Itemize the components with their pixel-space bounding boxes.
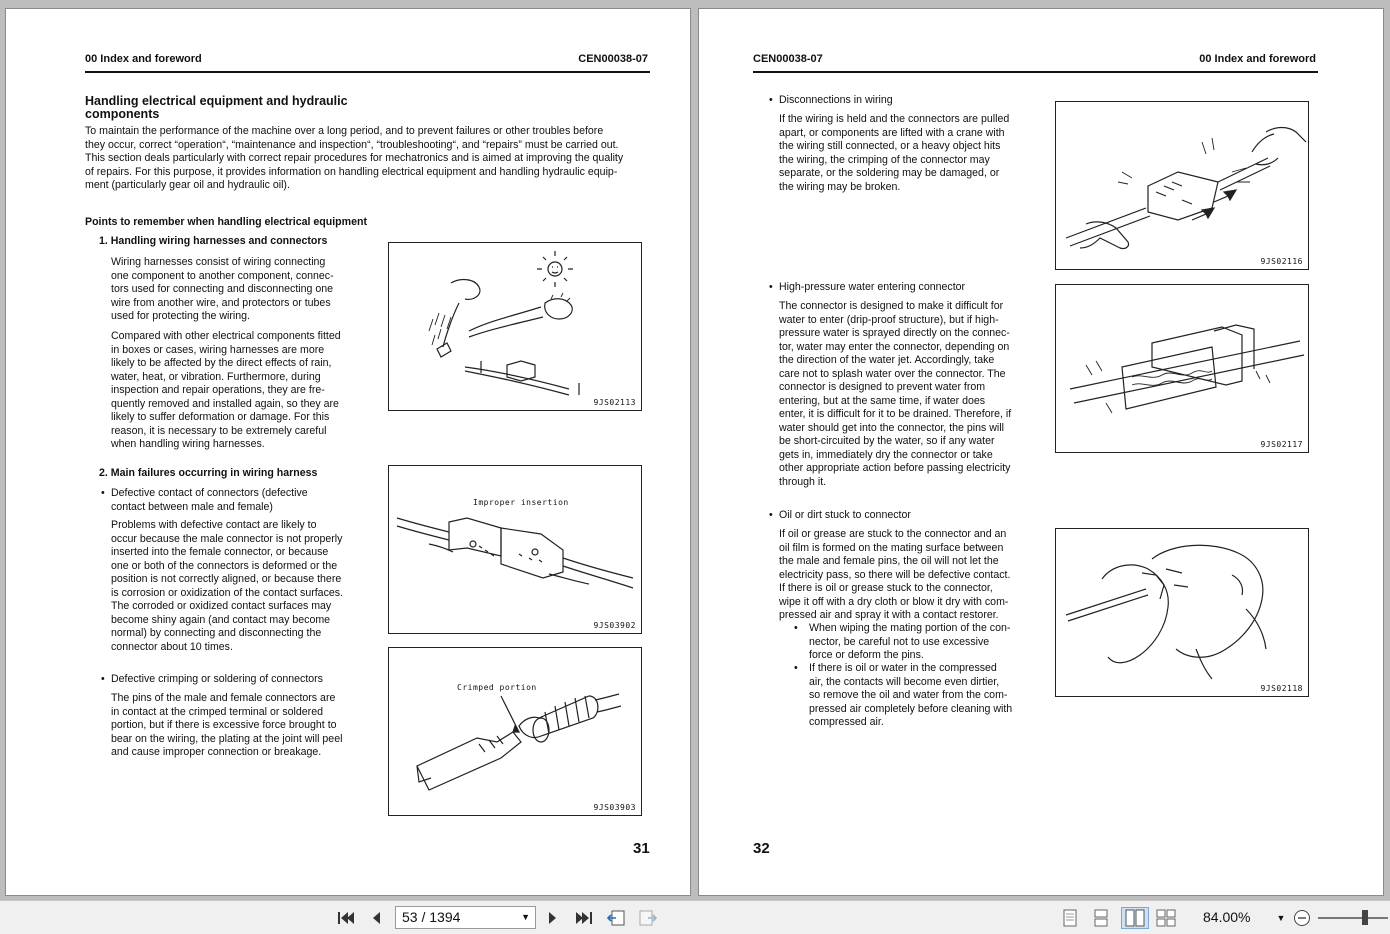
zoom-slider[interactable]: [1318, 917, 1388, 919]
zoom-dropdown-icon[interactable]: ▼: [1276, 913, 1286, 923]
previous-page-icon[interactable]: [365, 907, 387, 929]
defective-contact-paragraph: Problems with defective contact are likely to occur because the male connector is not properly inserted into the female connector, or because one or both of the connectors is deformed or the position is not correctly aligned, or because there is corrosion or oxidization of the contact surfaces. The corroded or oxidized contact surfaces may become shiny again (and contact may become normal) by connecting and disconnecting the connector about 10 times.: [111, 519, 343, 653]
item2-heading: 2. Main failures occurring in wiring harness: [99, 467, 318, 479]
zoom-out-icon[interactable]: [1291, 907, 1313, 929]
bullet-high-pressure-water: High-pressure water entering connector: [779, 281, 966, 293]
viewer-toolbar: [0, 900, 1390, 934]
go-forward-view-icon[interactable]: [637, 907, 659, 929]
bullet-dot: •: [769, 509, 773, 521]
page-number-value: 53 / 1394: [402, 909, 461, 925]
figure-code: 9JS02113: [593, 398, 636, 407]
figure-water-entering: [1055, 284, 1309, 453]
running-header-right: 00 Index and foreword: [1199, 53, 1316, 65]
header-rule: [85, 71, 650, 73]
section-title: Handling electrical equipment and hydraulic components: [85, 94, 348, 121]
bullet-dot: •: [101, 487, 105, 499]
item1-paragraph-1: Wiring harnesses consist of wiring connecting one component to another component, connec- tors used for connecting and disconnecting one wire from another wire, and protectors or tubes used for protecting the wiring.: [111, 256, 334, 322]
item1-paragraph-2: Compared with other electrical components fitted in boxes or cases, wiring harnesses are more likely to be affected by the direct effects of rain, water, heat, or vibration. Furthermore, during inspection and repair operations, they are fre- quently removed and installed again, so they are likely to suffer deformation or damage. For this reason, it is necessary to be extremely careful when handling wiring harnesses.: [111, 330, 341, 450]
figure-label: Improper insertion: [473, 498, 569, 507]
figure-code: 9JS02117: [1260, 440, 1303, 449]
page-32: [698, 8, 1384, 896]
bullet-dot: •: [769, 281, 773, 293]
page-31: [5, 8, 691, 896]
figure-wiping-connector: [1055, 528, 1309, 697]
page-number-field[interactable]: [395, 906, 536, 929]
figure-crimped-portion: [388, 647, 642, 816]
disconnections-paragraph: If the wiring is held and the connectors are pulled apart, or components are lifted with a crane with the wiring still connected, or a heavy object hits the wiring, the crimping of the connector may separate, or the soldering may be damaged, or the wiring may be broken.: [779, 113, 1010, 193]
zoom-slider-thumb[interactable]: [1362, 910, 1368, 925]
figure-pulling-connectors: [1055, 101, 1309, 270]
running-header-left: 00 Index and foreword: [85, 53, 202, 65]
bullet-oil-or-dirt: Oil or dirt stuck to connector: [779, 509, 911, 521]
two-page-continuous-view-icon[interactable]: [1155, 907, 1177, 929]
sub-bullet-dot: •: [794, 622, 798, 634]
figure-improper-insertion: [388, 465, 642, 634]
figure-code: 9JS02118: [1260, 684, 1303, 693]
figure-code: 9JS03902: [593, 621, 636, 630]
page-number: 31: [633, 840, 650, 857]
defective-crimping-paragraph: The pins of the male and female connectors are in contact at the crimped terminal or soldered portion, but if there is excessive force brought to bear on the wiring, the plating at the joint will peel and cause improper connection or breakage.: [111, 692, 343, 758]
bullet-defective-crimping: Defective crimping or soldering of connectors: [111, 673, 323, 685]
high-pressure-water-paragraph: The connector is designed to make it difficult for water to enter (drip-proof structure), but if high- pressure water is sprayed directly on the connec- tor, water may enter the connector, depending on the direction of the water jet. Accordingly, take care not to splash water over the connector. The connector is designed to prevent water from entering, but at the same time, if water does enter, it is difficult for it to be drained. Therefore, if water should get into the connector, the pins will be short-circuited by the water, so if any water gets in, immediately dry the connector or take other appropriate action before passing electricity through it.: [779, 300, 1012, 488]
page-number: 32: [753, 840, 770, 857]
document-code: CEN00038-07: [578, 53, 648, 65]
sub-bullet-wiping: When wiping the mating portion of the con- nector, be careful not to use excessive force or deform the pins.: [809, 622, 1011, 661]
sub-bullet-dot: •: [794, 662, 798, 674]
bullet-dot: •: [101, 673, 105, 685]
bullet-defective-contact: Defective contact of connectors (defective contact between male and female): [111, 487, 308, 513]
go-back-view-icon[interactable]: [605, 907, 627, 929]
next-page-icon[interactable]: [542, 907, 564, 929]
document-code: CEN00038-07: [753, 53, 823, 65]
figure-wiring-harness: [388, 242, 642, 411]
sub-bullet-compressed-air: If there is oil or water in the compressed air, the contacts will become even dirtier, so remove the oil and water from the com- pressed air completely before cleaning with compressed air.: [809, 662, 1013, 728]
header-rule: [753, 71, 1318, 73]
zoom-level: 84.00%: [1203, 909, 1251, 925]
bullet-dot: •: [769, 94, 773, 106]
continuous-page-view-icon[interactable]: [1090, 907, 1112, 929]
figure-code: 9JS03903: [593, 803, 636, 812]
figure-code: 9JS02116: [1260, 257, 1303, 266]
bullet-disconnections: Disconnections in wiring: [779, 94, 893, 106]
last-page-icon[interactable]: [573, 907, 595, 929]
first-page-icon[interactable]: [335, 907, 357, 929]
subsection-heading: Points to remember when handling electrical equipment: [85, 216, 367, 228]
figure-label: Crimped portion: [457, 683, 537, 692]
single-page-view-icon[interactable]: [1059, 907, 1081, 929]
intro-paragraph: To maintain the performance of the machine over a long period, and to prevent failures or other troubles before they occur, correct “operation“, “maintenance and inspection“, “troubleshooting“, and “repairs” must be carried out. This section deals particularly with correct repair procedures for mechatronics and is aimed at improving the quality of repairs. For this purpose, it provides information on handling electrical equipment and handling hydraulic equip- ment (particularly gear oil and hydraulic oil).: [85, 125, 624, 191]
item1-heading: 1. Handling wiring harnesses and connectors: [99, 235, 328, 247]
two-page-view-icon[interactable]: [1121, 907, 1149, 929]
oil-or-dirt-paragraph: If oil or grease are stuck to the connector and an oil film is formed on the mating surface between the male and female pins, the oil will not let the electricity pass, so there will be defective contact. If there is oil or grease stuck to the connector, wipe it off with a dry cloth or blow it dry with com- pressed air and spray it with a contact restorer.: [779, 528, 1011, 621]
dropdown-arrow-icon[interactable]: ▼: [521, 912, 530, 922]
